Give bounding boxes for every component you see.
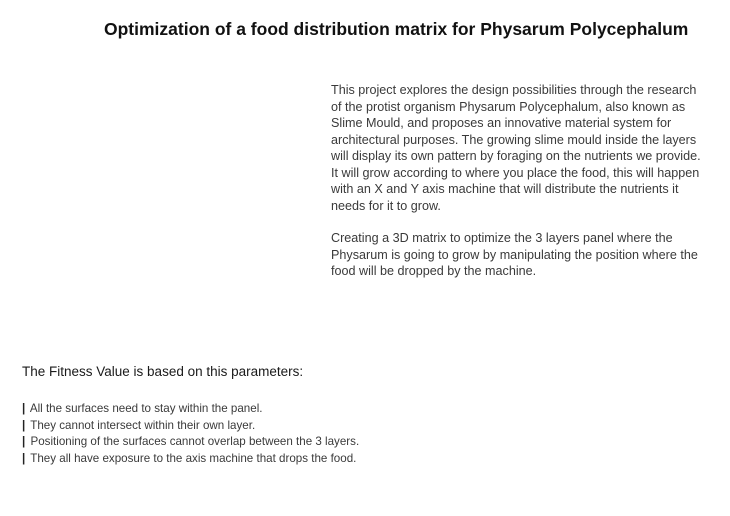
list-item <box>22 401 359 418</box>
bullet-bar: | <box>22 418 26 432</box>
criterion-text: Positioning of the surfaces cannot overlap between the 3 layers. <box>30 435 360 449</box>
criterion-text: They cannot intersect within their own layer. <box>30 418 256 432</box>
bullet-bar: | <box>22 402 26 415</box>
intro-paragraph-1: This project explores the design possibilities through the research of the protist organism Physarum Polycephalum, also known as Slime Mould, and proposes an innovative material system for architectural purposes. The growing slime mould inside the layers will display its own pattern by foraging on the nutrients we provide. It will grow according to where you place the food, this will happen with an X and Y axis machine that will distribute the nutrients it needs for it to grow. <box>331 83 701 213</box>
intro-text-block <box>331 82 709 280</box>
criterion-text: They all have exposure to the axis machine that drops the food. <box>30 451 357 465</box>
criterion-text: All the surfaces need to stay within the panel. <box>29 402 263 415</box>
bullet-bar: | <box>22 451 26 465</box>
page-title: Optimization of a food distribution matrix for Physarum Polycephalum <box>104 19 689 39</box>
intro-paragraph-2: Creating a 3D matrix to optimize the 3 layers panel where the Physarum is going to grow by manipulating the position where the food will be dropped by the machine. <box>331 231 698 278</box>
fitness-criteria-list <box>22 401 359 467</box>
bullet-bar: | <box>22 435 26 449</box>
list-item <box>22 451 359 468</box>
list-item <box>22 418 359 435</box>
fitness-heading: The Fitness Value is based on this parameters: <box>22 364 304 379</box>
list-item <box>22 434 359 451</box>
